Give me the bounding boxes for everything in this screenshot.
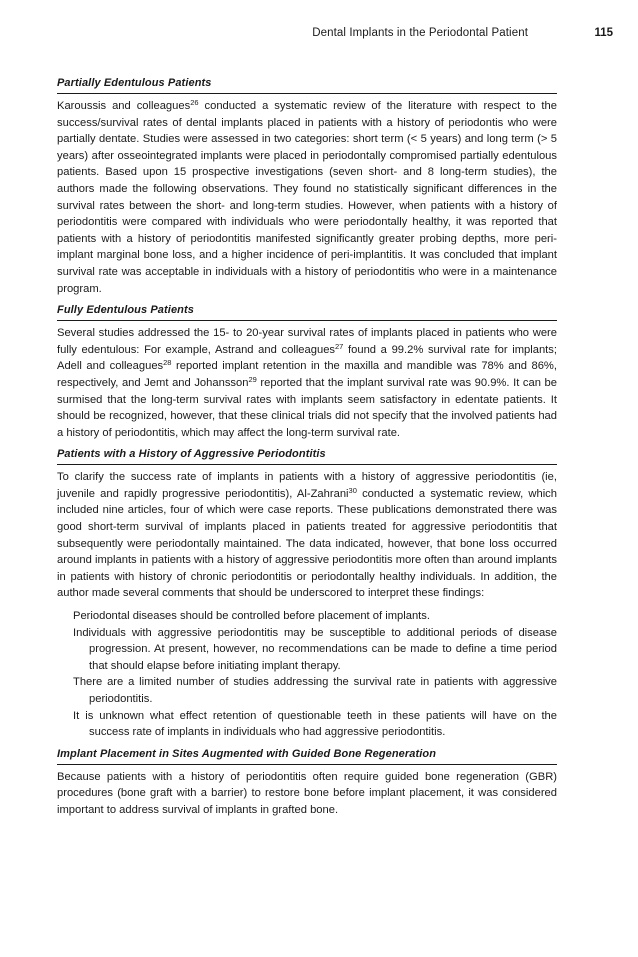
text-run: conducted a systematic review of the literature with respect to the success/survival rates of dental implants placed in patients with a history of periodontis who were partially dentate. Studies were assessed in two categories: short term (< 5 years) and long term (> 5 years) after osseointegrated implants were placed in periodontally compromised partially edentulous patients. Based upon 15 prospective investigations (seven short- and 8 long-term studies), the authors made the following observations. They found no statistically significant differences in the survival rates between the short- and long-term studies. However, when patients with a history of periodontitis were compared with individuals who were periodontally healthy, it was reported that patients with a history of periodontitis manifested significantly greater probing depths, more peri-implant marginal bone loss, and a higher incidence of peri-implantitis. It was concluded that implant survival rate was acceptable in individuals with a history of periodontitis who were in a maintenance program. — [57, 100, 557, 295]
section-aggressive-periodontitis — [57, 447, 557, 741]
text-run: Karoussis and colleagues — [57, 100, 191, 112]
section-fully-edentulous — [57, 303, 557, 441]
findings-list — [57, 608, 557, 741]
reference-number: 29 — [248, 374, 257, 384]
section-heading: Fully Edentulous Patients — [57, 303, 557, 321]
reference-number: 30 — [348, 485, 357, 495]
text-run: To clarify the success rate of implants in patients with a history of aggressive periodontitis (ie, juvenile and rapidly progressive periodontitis), Al-Zahrani — [57, 471, 557, 500]
section-heading: Patients with a History of Aggressive Periodontitis — [57, 447, 557, 465]
list-item: It is unknown what effect retention of questionable teeth in these patients will have on the success rate of implants in individuals who had aggressive periodontitis. — [73, 709, 557, 739]
section-partially-edentulous — [57, 76, 557, 297]
list-item: Periodontal diseases should be controlled before placement of implants. — [73, 610, 430, 623]
text-run: found a 99.2% survival rate for implants; Adell and colleagues — [57, 343, 557, 373]
paragraph — [57, 98, 557, 297]
text-run: Several studies addressed the 15- to 20-year survival rates of implants placed in patients who were fully edentulous: For example, Astrand and colleagues — [57, 327, 557, 356]
section-guided-bone-regeneration — [57, 747, 557, 819]
section-heading: Partially Edentulous Patients — [57, 76, 557, 94]
text-run: conducted a systematic review, which included nine articles, four of which were case reports. These publications demonstrated there was good short-term survival of implants placed in patients treated for aggressive periodontitis that subsequently were periodontally maintained. The data indicated, however, that bone loss occurred around implants in patients with a history of aggressive periodontitis more often than around implants in patients with history of chronic periodontitis or periodontally healthy individuals. In addition, the author made several comments that should be underscored to interpret these findings: — [57, 487, 558, 600]
text-run: Because patients with a history of periodontitis often require guided bone regeneration (GBR) procedures (bone graft with a barrier) to restore bone before implant placement, it was considered important to address survival of implants in grafted bone. — [57, 770, 557, 816]
paragraph — [57, 769, 557, 819]
running-header — [57, 27, 613, 43]
reference-number: 27 — [335, 341, 344, 351]
text-run: reported that the implant survival rate was 90.9%. It can be surmised that the long-term survival rates with implants seem satisfactory in edentate patients. It should be recognized, however, that these clinical trials did not specify that the involved patients had a history of periodontitis, which may affect the long-term survival rate. — [57, 376, 557, 439]
section-heading: Implant Placement in Sites Augmented with Guided Bone Regeneration — [57, 747, 557, 765]
reference-number: 26 — [190, 98, 199, 107]
list-item: Individuals with aggressive periodontitis may be susceptible to additional periods of disease progression. At present, however, no recommendations can be made to define a time period that should elapse before initiating implant therapy. — [73, 626, 557, 672]
article-body — [57, 76, 557, 825]
list-item: There are a limited number of studies addressing the survival rate in patients with aggressive periodontitis. — [73, 676, 557, 705]
page-number: 115 — [594, 27, 613, 39]
paragraph — [57, 325, 557, 441]
paragraph — [57, 469, 557, 602]
text-run: reported implant retention in the maxilla and mandible was 78% and 86%, respectively, and Jemt and Johansson — [57, 360, 557, 389]
reference-number: 28 — [163, 358, 172, 368]
running-title: Dental Implants in the Periodontal Patient — [312, 27, 528, 39]
